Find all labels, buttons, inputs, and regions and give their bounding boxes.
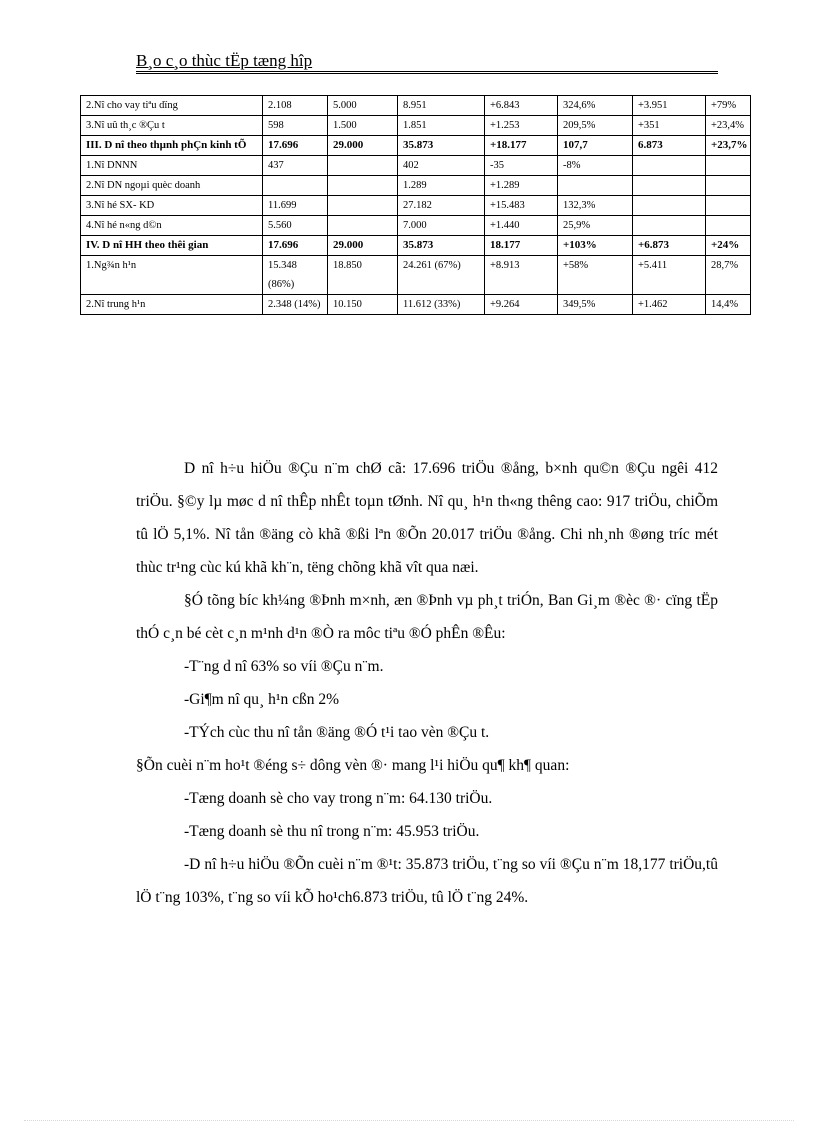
value-cell: 35.873 (398, 136, 485, 156)
value-cell (558, 176, 633, 196)
value-cell: 11.612 (33%) (398, 295, 485, 315)
table-body (81, 96, 751, 315)
value-cell: +1.289 (485, 176, 558, 196)
table-row (81, 196, 751, 216)
value-cell: 1.500 (328, 116, 398, 136)
value-cell: 132,3% (558, 196, 633, 216)
value-cell: 17.696 (263, 136, 328, 156)
value-cell: 28,7% (706, 256, 751, 295)
value-cell: 6.873 (633, 136, 706, 156)
value-cell: 598 (263, 116, 328, 136)
value-cell: 10.150 (328, 295, 398, 315)
value-cell: +1.440 (485, 216, 558, 236)
value-cell: 2.348 (14%) (263, 295, 328, 315)
row-label-cell: 3.Nî hé SX- KD (81, 196, 263, 216)
row-label-cell: 1.Ng¾n h¹n (81, 256, 263, 295)
value-cell: +3.951 (633, 96, 706, 116)
value-cell: 35.873 (398, 236, 485, 256)
value-cell (706, 196, 751, 216)
value-cell (328, 196, 398, 216)
table-section-row (81, 236, 751, 256)
value-cell: 349,5% (558, 295, 633, 315)
table-row (81, 256, 751, 295)
row-label-cell: III. D nî theo thµnh phÇn kinh tÕ (81, 136, 263, 156)
value-cell: +1.462 (633, 295, 706, 315)
value-cell (328, 216, 398, 236)
value-cell: +6.873 (633, 236, 706, 256)
table-row (81, 156, 751, 176)
value-cell: 18.177 (485, 236, 558, 256)
value-cell: 402 (398, 156, 485, 176)
loan-statistics-table (80, 95, 751, 315)
bullet-line: -Tæng doanh sè thu nî trong n¨m: 45.953 triÖu. (184, 823, 480, 840)
value-cell: +58% (558, 256, 633, 295)
bullet-line: -T¨ng d nî 63% so víi ®Çu n¨m. (184, 658, 384, 675)
value-cell: +5.411 (633, 256, 706, 295)
row-label-cell: IV. D nî HH theo thêi gian (81, 236, 263, 256)
value-cell: 209,5% (558, 116, 633, 136)
value-cell: 2.108 (263, 96, 328, 116)
value-cell: 17.696 (263, 236, 328, 256)
value-cell: +18.177 (485, 136, 558, 156)
value-cell: +103% (558, 236, 633, 256)
table-row (81, 216, 751, 236)
row-label-cell: 3.Nî uû th¸c ®Çu t (81, 116, 263, 136)
value-cell: 324,6% (558, 96, 633, 116)
bullet-line: -Tæng doanh sè cho vay trong n¨m: 64.130 triÖu. (184, 790, 493, 807)
bullet-line: -Gi¶m nî qu¸ h¹n cßn 2% (184, 691, 340, 708)
body-paragraph: §Õn cuèi n¨m ho¹t ®éng s÷ dông vèn ®· mang l¹i hiÖu qu¶ kh¶ quan: (136, 757, 570, 774)
value-cell: +351 (633, 116, 706, 136)
value-cell: +15.483 (485, 196, 558, 216)
value-cell: +23,4% (706, 116, 751, 136)
value-cell: 437 (263, 156, 328, 176)
value-cell: 8.951 (398, 96, 485, 116)
value-cell: 7.000 (398, 216, 485, 236)
value-cell: 27.182 (398, 196, 485, 216)
value-cell: 107,7 (558, 136, 633, 156)
row-label-cell: 2.Nî cho vay tiªu dïng (81, 96, 263, 116)
value-cell: +9.264 (485, 295, 558, 315)
body-paragraph: -D nî h÷u hiÖu ®Õn cuèi n¨m ®¹t: 35.873 triÖu, t¨ng so víi ®Çu n¨m 18,177 triÖu,tû lÖ t¨ng 103%, t¨ng so víi kÕ ho¹ch6.873 triÖu, tû lÖ t¨ng 24%. (136, 856, 718, 906)
header-divider (136, 71, 718, 74)
row-label-cell: 2.Nî DN ngoµi quèc doanh (81, 176, 263, 196)
value-cell (633, 216, 706, 236)
body-paragraph: D nî h÷u hiÖu ®Çu n¨m chØ cã: 17.696 triÖu ®ång, b×nh qu©n ®Çu ngêi 412 triÖu. §©y lµ møc d nî thÊp nhÊt toµn tØnh. Nî qu¸ h¹n th«ng thêng cao: 917 triÖu, chiÕm tû lÖ 5,1%. Nî tån ®äng cò khã ®ßi lªn ®Õn 20.017 triÖu ®ång. Chi nh¸nh ®øng tríc mét thùc tr¹ng cùc kú khã kh¨n, tëng chõng khã vît qua næi. (136, 460, 718, 576)
value-cell: 5.560 (263, 216, 328, 236)
value-cell: 15.348 (86%) (263, 256, 328, 295)
value-cell: +24% (706, 236, 751, 256)
value-cell (706, 156, 751, 176)
bullet-line: -TÝch cùc thu nî tån ®äng ®Ó t¹i tao vèn ®Çu t. (184, 724, 490, 741)
value-cell: +79% (706, 96, 751, 116)
table-row (81, 176, 751, 196)
value-cell (263, 176, 328, 196)
value-cell: 1.851 (398, 116, 485, 136)
value-cell: 1.289 (398, 176, 485, 196)
value-cell: 18.850 (328, 256, 398, 295)
value-cell: 24.261 (67%) (398, 256, 485, 295)
page-header (136, 51, 718, 73)
value-cell: -35 (485, 156, 558, 176)
value-cell (328, 156, 398, 176)
value-cell: 11.699 (263, 196, 328, 216)
value-cell (328, 176, 398, 196)
body-paragraph: §Ó tõng bíc kh¼ng ®Þnh m×nh, æn ®Þnh vµ ph¸t triÓn, Ban Gi¸m ®èc ®· cïng tËp thÓ c¸n bé cèt c¸n m¹nh d¹n ®Ò ra môc tiªu ®Ó phÊn ®Êu: (136, 592, 718, 642)
value-cell: -8% (558, 156, 633, 176)
table-row (81, 116, 751, 136)
value-cell: 25,9% (558, 216, 633, 236)
value-cell (633, 196, 706, 216)
table-row (81, 295, 751, 315)
row-label-cell: 4.Nî hé n«ng d©n (81, 216, 263, 236)
row-label-cell: 2.Nî trung h¹n (81, 295, 263, 315)
value-cell: 29.000 (328, 136, 398, 156)
table-row (81, 96, 751, 116)
value-cell: +23,7% (706, 136, 751, 156)
row-label-cell: 1.Nî DNNN (81, 156, 263, 176)
value-cell (633, 176, 706, 196)
value-cell (706, 216, 751, 236)
value-cell: +1.253 (485, 116, 558, 136)
table-section-row (81, 136, 751, 156)
value-cell: 5.000 (328, 96, 398, 116)
value-cell: 29.000 (328, 236, 398, 256)
report-title: B¸o c¸o thùc tËp tæng hîp (136, 51, 313, 70)
value-cell: +8.913 (485, 256, 558, 295)
value-cell: 14,4% (706, 295, 751, 315)
value-cell (633, 156, 706, 176)
value-cell: +6.843 (485, 96, 558, 116)
report-body (136, 452, 718, 914)
page-bottom-border (24, 1120, 794, 1121)
value-cell (706, 176, 751, 196)
